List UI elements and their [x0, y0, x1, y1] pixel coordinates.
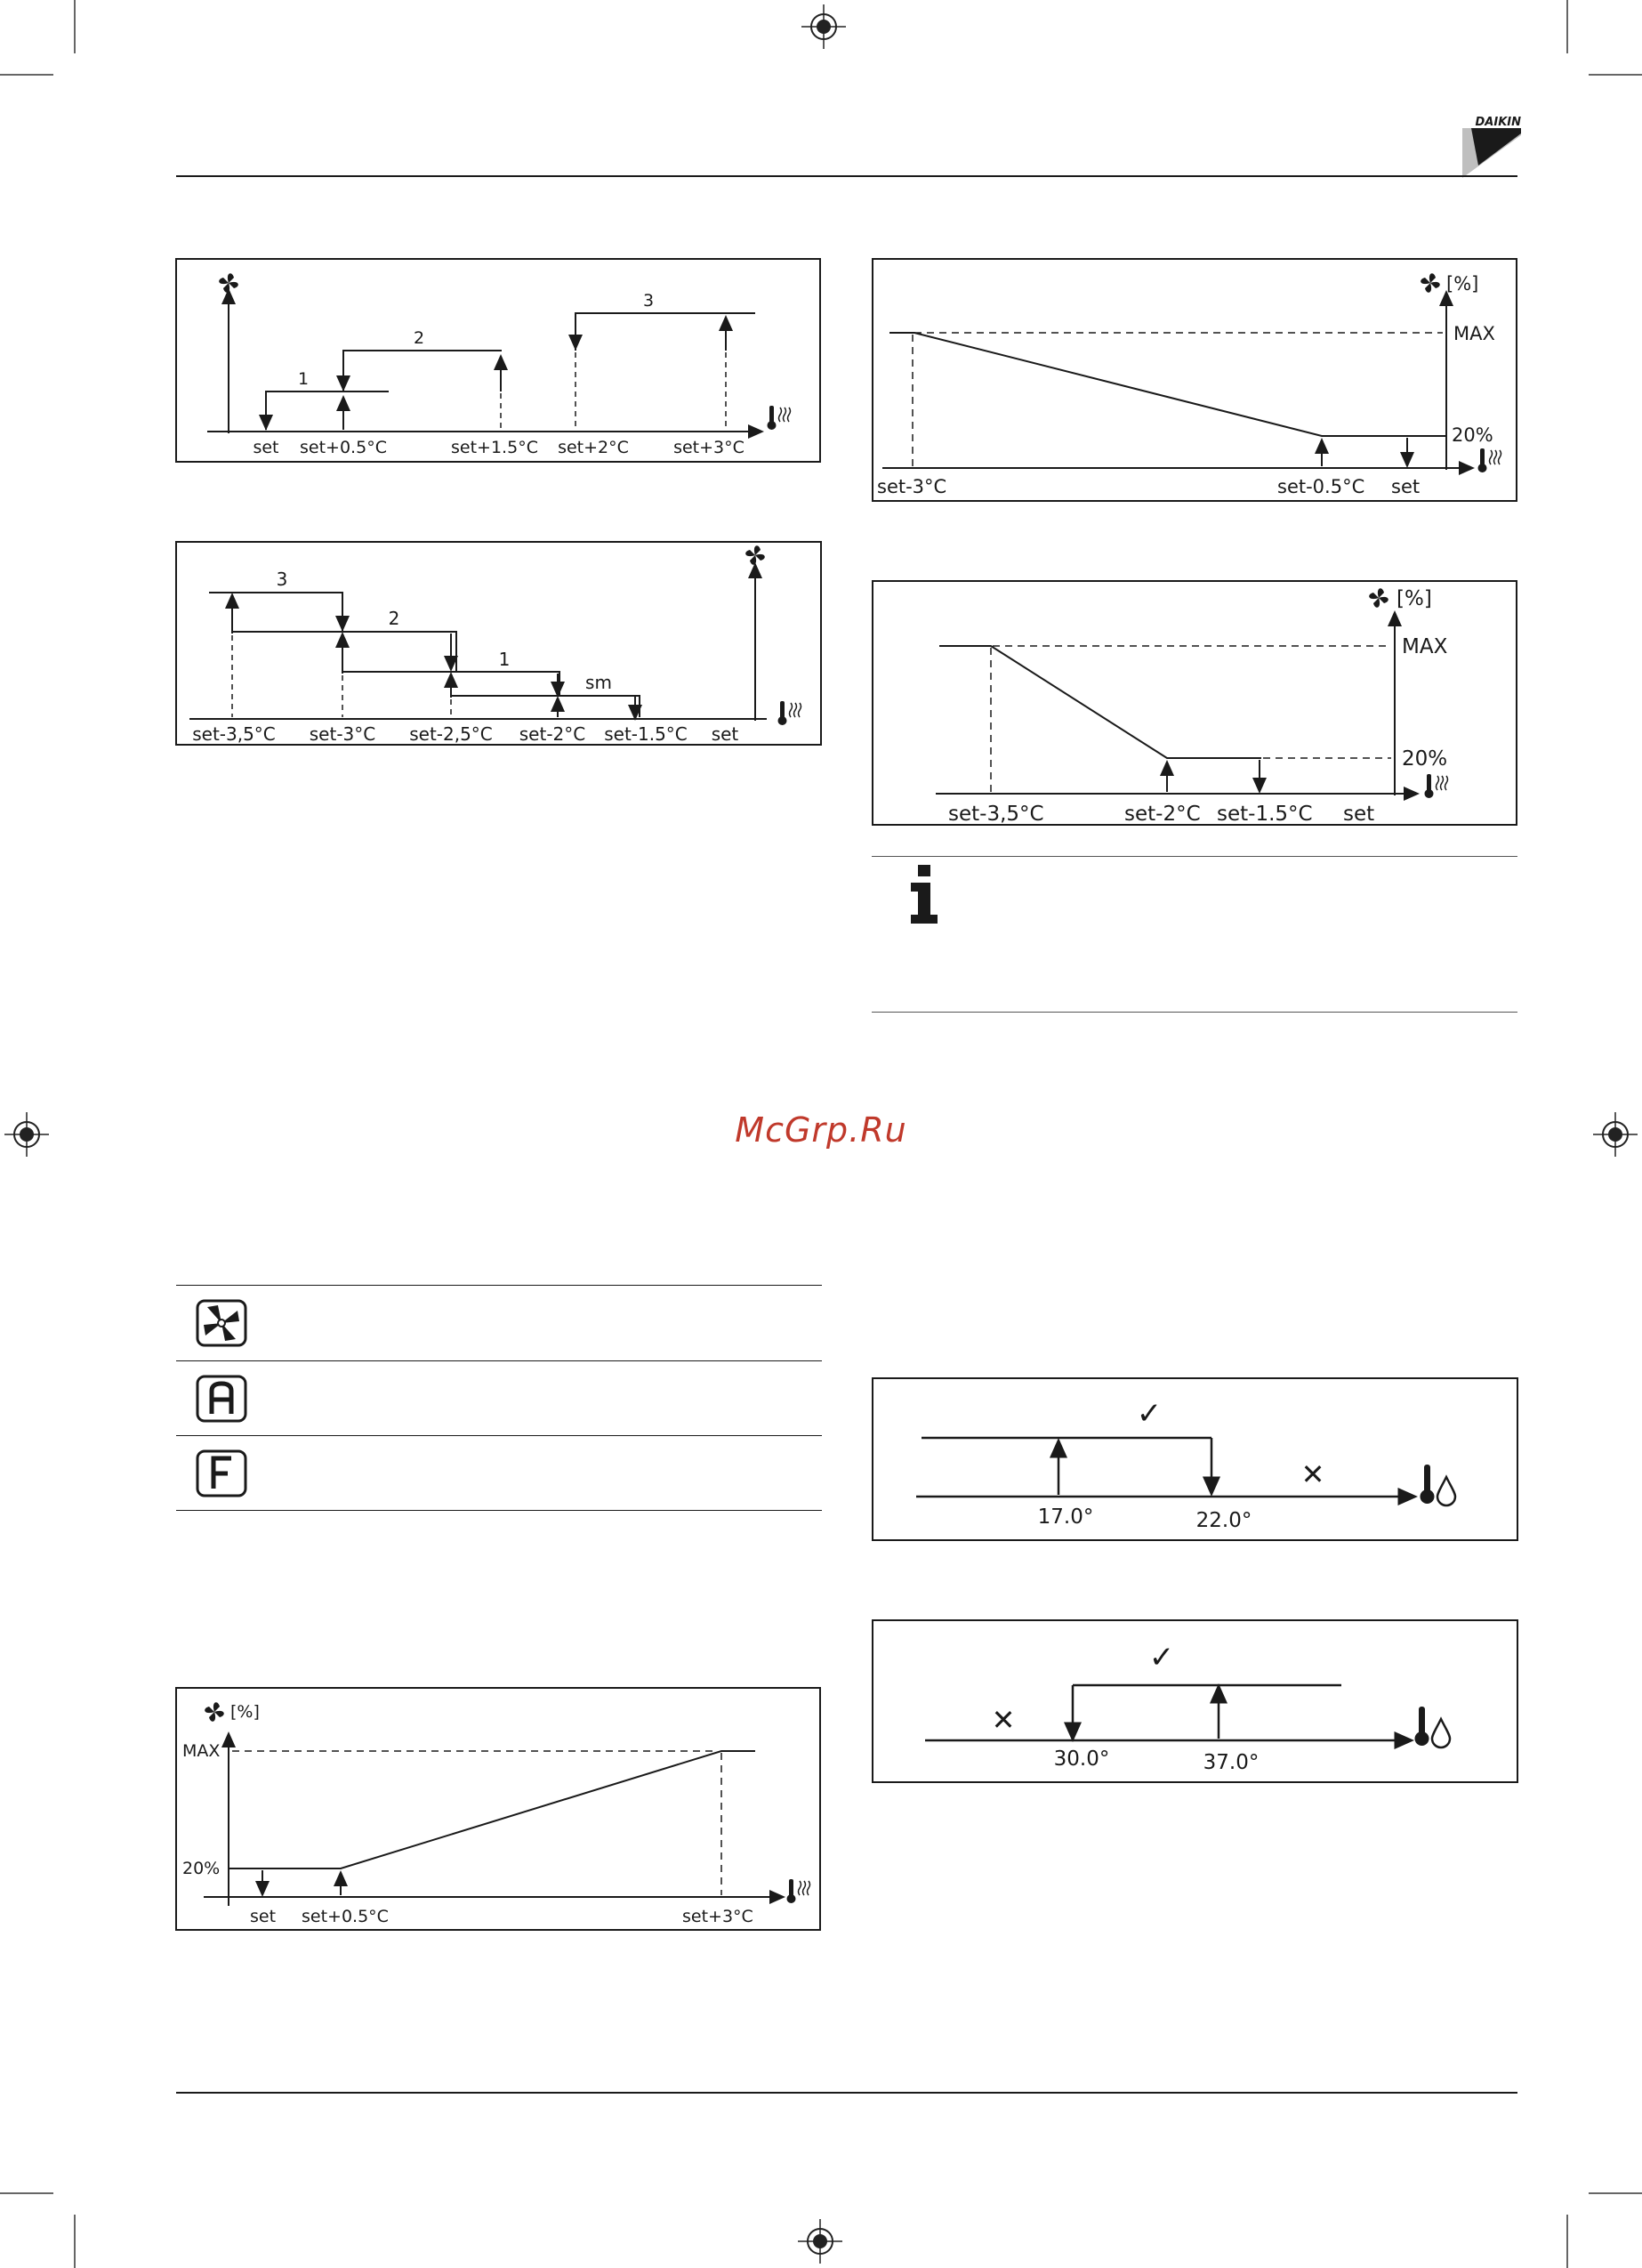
x-label: set-2,5°C — [409, 723, 493, 745]
info-rule-top — [872, 856, 1517, 857]
x-label: 17.0° — [1037, 1505, 1094, 1529]
brand-logo-text: DAIKIN — [1475, 116, 1521, 129]
fan-fixed-mode-icon — [196, 1449, 247, 1497]
x-label: set+1.5°C — [451, 438, 538, 457]
diagram-cool-steps — [175, 541, 822, 746]
thermometer-heat-icon — [778, 701, 801, 725]
fan-icon — [745, 545, 765, 565]
check-icon: ✓ — [1136, 1396, 1163, 1432]
legend-rule — [176, 1510, 822, 1511]
y-unit: [%] — [1446, 273, 1479, 295]
y-label: MAX — [1453, 323, 1495, 344]
fan-icon — [219, 273, 238, 293]
legend-row-fan — [176, 1287, 822, 1361]
y-label: 20% — [1402, 747, 1448, 771]
diagram-heat-linear — [175, 1687, 821, 1931]
x-label: set — [711, 723, 739, 745]
cross-icon: ✕ — [991, 1703, 1016, 1737]
step-label: 1 — [297, 369, 310, 389]
step-label: 2 — [413, 328, 425, 348]
info-rule-bottom — [872, 1012, 1517, 1013]
y-label: 20% — [1452, 424, 1493, 446]
x-label: set-1.5°C — [604, 723, 688, 745]
fan-mode-icon — [196, 1299, 247, 1347]
thermometer-heat-icon — [1425, 774, 1448, 798]
y-label: MAX — [182, 1741, 221, 1761]
x-label: set+2°C — [558, 438, 629, 457]
x-label: 30.0° — [1053, 1747, 1110, 1771]
x-label: set-2°C — [519, 723, 586, 745]
legend-rule — [176, 1435, 822, 1436]
watermark: McGrp.Ru — [735, 1110, 907, 1150]
header-rule — [176, 175, 1517, 177]
diagram-cool-linear-1 — [872, 258, 1517, 502]
x-label: 37.0° — [1203, 1751, 1260, 1774]
diagram-cool-linear-2 — [872, 580, 1517, 826]
step-label: 3 — [276, 569, 288, 590]
x-label: set — [1391, 476, 1421, 497]
x-label: set+3°C — [673, 438, 745, 457]
fan-icon — [205, 1702, 224, 1722]
check-icon: ✓ — [1148, 1640, 1175, 1675]
x-label: set-0.5°C — [1277, 476, 1365, 497]
footer-rule — [176, 2092, 1517, 2094]
x-label: set-3°C — [309, 723, 376, 745]
x-label: 22.0° — [1195, 1509, 1252, 1532]
step-label: 2 — [388, 608, 400, 629]
diagram-humidity-1 — [872, 1377, 1518, 1541]
x-label: set+0.5°C — [302, 1907, 389, 1926]
crosshair-icon — [801, 4, 846, 49]
y-unit: [%] — [230, 1702, 260, 1722]
legend-row-auto — [176, 1362, 822, 1437]
thermometer-heat-icon — [787, 1879, 810, 1903]
step-label: 3 — [642, 291, 655, 311]
cross-icon: ✕ — [1300, 1457, 1325, 1491]
thermometer-heat-icon — [768, 406, 791, 430]
x-label: set — [253, 438, 279, 457]
thermometer-heat-icon — [1478, 448, 1501, 472]
y-label: 20% — [182, 1859, 221, 1878]
x-label: set-2°C — [1124, 803, 1201, 826]
x-label: set-1.5°C — [1217, 803, 1313, 826]
crosshair-icon — [798, 2219, 842, 2264]
step-label: sm — [585, 672, 612, 693]
thermometer-humidity-icon — [1421, 1465, 1456, 1505]
info-icon — [909, 865, 941, 924]
diagram-heat-steps — [175, 258, 821, 463]
legend-rule — [176, 1285, 822, 1286]
x-label: set-3,5°C — [192, 723, 276, 745]
diagram-humidity-2 — [872, 1619, 1518, 1783]
x-label: set+0.5°C — [300, 438, 387, 457]
fan-icon — [1369, 588, 1388, 608]
x-label: set — [1343, 803, 1375, 826]
x-label: set — [250, 1907, 277, 1926]
fan-icon — [1421, 273, 1440, 293]
step-label: 1 — [498, 649, 511, 670]
legend-rule — [176, 1360, 822, 1361]
x-label: set-3°C — [877, 476, 947, 497]
y-unit: [%] — [1397, 587, 1432, 610]
thermometer-humidity-icon — [1415, 1707, 1451, 1747]
legend-row-fixed — [176, 1437, 822, 1512]
auto-mode-icon — [196, 1375, 247, 1423]
x-label: set+3°C — [682, 1907, 753, 1926]
y-label: MAX — [1402, 635, 1448, 658]
x-label: set-3,5°C — [948, 803, 1044, 826]
